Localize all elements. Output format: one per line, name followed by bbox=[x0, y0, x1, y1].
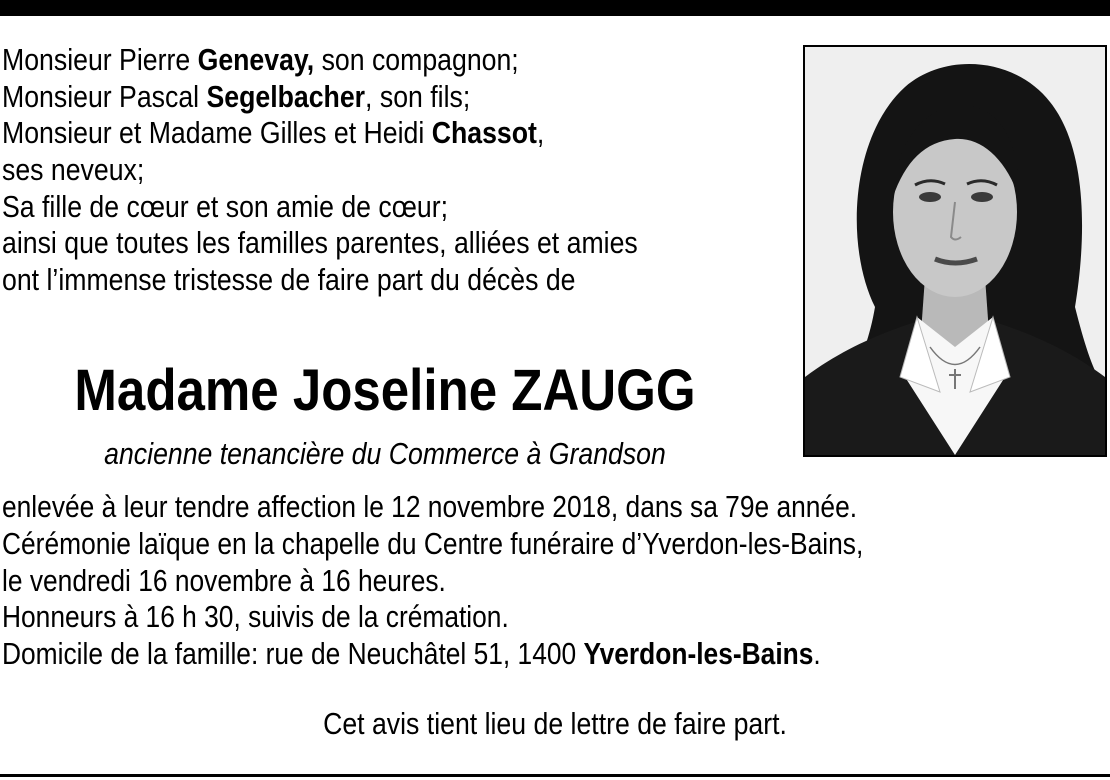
intro-line: Sa fille de cœur et son amie de cœur; bbox=[2, 188, 448, 224]
portrait-photo bbox=[803, 45, 1107, 457]
deceased-role: ancienne tenancière du Commerce à Grandson bbox=[104, 436, 666, 471]
details-line: enlevée à leur tendre affection le 12 novembre 2018, dans sa 79e année. bbox=[2, 489, 858, 524]
family-address: Domicile de la famille: rue de Neuchâtel 51, 1400 Yverdon-les-Bains. bbox=[2, 636, 821, 672]
address-city: Yverdon-les-Bains bbox=[583, 636, 814, 672]
family-surname: Genevay, bbox=[197, 42, 315, 77]
family-surname: Segelbacher bbox=[206, 78, 366, 114]
details-line: le vendredi 16 novembre à 16 heures. bbox=[2, 562, 446, 598]
bottom-rule bbox=[0, 774, 1110, 777]
family-line: Monsieur Pierre Genevay, son compagnon; bbox=[2, 42, 519, 77]
family-announcement bbox=[2, 42, 673, 299]
family-surname: Chassot bbox=[431, 115, 537, 151]
portrait-illustration bbox=[805, 47, 1105, 455]
intro-line: ainsi que toutes les familles parentes, alliées et amies bbox=[2, 225, 638, 261]
intro-line: ont l’immense tristesse de faire part du décès de bbox=[2, 262, 576, 298]
top-rule bbox=[0, 0, 1110, 16]
funeral-details bbox=[2, 489, 1107, 673]
closing-note: Cet avis tient lieu de lettre de faire part. bbox=[323, 706, 787, 741]
family-line: Monsieur et Madame Gilles et Heidi Chassot, bbox=[2, 115, 545, 151]
details-line: Honneurs à 16 h 30, suivis de la crémation. bbox=[2, 599, 509, 635]
deceased-name: Madame Joseline ZAUGG bbox=[74, 358, 696, 423]
family-line: Monsieur Pascal Segelbacher, son fils; bbox=[2, 78, 471, 114]
intro-line: ses neveux; bbox=[2, 152, 145, 188]
details-line: Cérémonie laïque en la chapelle du Centre funéraire d’Yverdon-les-Bains, bbox=[2, 525, 864, 561]
